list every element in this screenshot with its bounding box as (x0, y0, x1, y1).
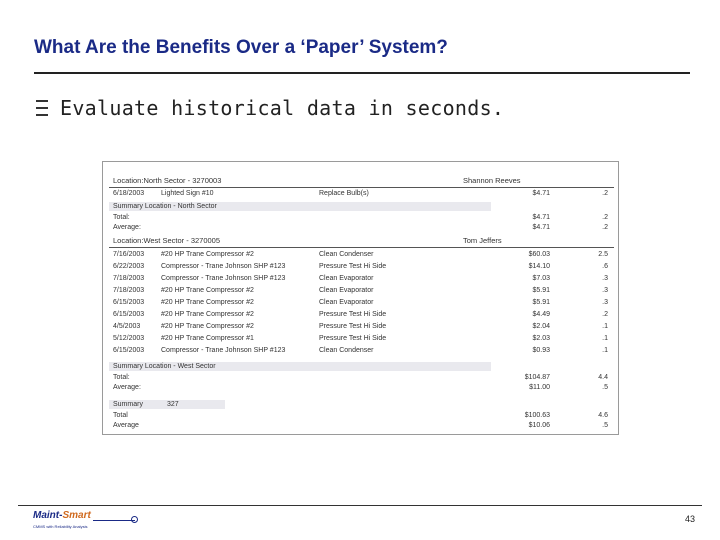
average-row (113, 421, 608, 431)
total-row (113, 213, 608, 223)
row-hours: .1 (602, 323, 608, 330)
total-label: Total: (113, 214, 130, 221)
row-cost: $4.49 (532, 311, 550, 318)
page-number: 43 (684, 514, 695, 524)
logo-part2: Smart (62, 510, 91, 521)
numbered-list-icon (36, 99, 48, 117)
row-task: Pressure Test Hi Side (319, 263, 387, 270)
table-row (113, 346, 608, 356)
table-row (113, 262, 608, 272)
row-task: Clean Condenser (319, 251, 374, 258)
row-hours: .2 (602, 311, 608, 318)
row-hours: .6 (602, 263, 608, 270)
average-hours: .5 (602, 422, 608, 429)
total-hours: .2 (602, 214, 608, 221)
table-row (113, 250, 608, 260)
row-hours: .3 (602, 275, 608, 282)
row-hours: 2.5 (598, 251, 608, 258)
row-cost: $0.93 (532, 347, 550, 354)
average-hours: .2 (602, 224, 608, 231)
row-task: Replace Bulb(s) (319, 190, 369, 197)
row-asset: #20 HP Trane Compressor #2 (161, 251, 254, 258)
average-label: Average: (113, 384, 141, 391)
table-row (113, 189, 608, 199)
technician-name: Tom Jeffers (463, 236, 502, 245)
technician-name: Shannon Reeves (463, 176, 521, 185)
maint-smart-logo (33, 508, 143, 536)
row-date: 6/15/2003 (113, 299, 145, 306)
location-header-north (109, 176, 614, 188)
row-cost: $5.91 (532, 287, 550, 294)
bullet-item (36, 96, 504, 120)
row-date: 5/12/2003 (113, 335, 145, 342)
row-date: 6/15/2003 (113, 347, 145, 354)
row-asset: #20 HP Trane Compressor #2 (161, 299, 254, 306)
total-hours: 4.4 (598, 374, 608, 381)
total-cost: $104.87 (524, 374, 550, 381)
location-header-west (109, 236, 614, 248)
row-hours: .2 (602, 190, 608, 197)
average-row (113, 223, 608, 233)
row-asset: #20 HP Trane Compressor #1 (161, 335, 254, 342)
bullet-text: Evaluate historical data in seconds. (60, 96, 505, 120)
row-date: 7/18/2003 (113, 287, 145, 294)
summary-label: Summary Location - West Sector (113, 363, 216, 370)
row-hours: .1 (602, 347, 608, 354)
table-row (113, 334, 608, 344)
logo-part1: Maint- (33, 510, 63, 521)
row-hours: .3 (602, 287, 608, 294)
location-name: Location:West Sector - 3270005 (113, 236, 221, 245)
summary-band-grand (109, 400, 225, 409)
row-task: Pressure Test Hi Side (319, 323, 387, 330)
total-cost: $4.71 (532, 214, 550, 221)
report-screenshot (102, 161, 619, 435)
average-row (113, 383, 608, 393)
row-task: Pressure Test Hi Side (319, 335, 387, 342)
row-date: 4/5/2003 (113, 323, 141, 330)
row-date: 6/22/2003 (113, 263, 145, 270)
row-asset: Lighted Sign #10 (161, 190, 214, 197)
row-task: Clean Evaporator (319, 299, 374, 306)
table-row (113, 286, 608, 296)
logo-wordmark (33, 510, 91, 521)
row-cost: $7.03 (532, 275, 550, 282)
total-hours: 4.6 (598, 412, 608, 419)
row-date: 6/18/2003 (113, 190, 145, 197)
summary-band-north (109, 202, 491, 211)
total-label: Total (113, 412, 128, 419)
row-cost: $2.04 (532, 323, 550, 330)
slide-title: What Are the Benefits Over a ‘Paper’ System? (34, 37, 448, 58)
total-row (113, 411, 608, 421)
row-date: 6/15/2003 (113, 311, 145, 318)
logo-tagline: CMMS with Reliability Analysis (33, 524, 88, 529)
average-cost: $10.06 (528, 422, 550, 429)
summary-label: Summary Location - North Sector (113, 203, 217, 210)
row-cost: $4.71 (532, 190, 550, 197)
average-label: Average: (113, 224, 141, 231)
row-task: Clean Evaporator (319, 275, 374, 282)
summary-count: 327 (167, 401, 179, 408)
table-row (113, 298, 608, 308)
row-cost: $5.91 (532, 299, 550, 306)
row-cost: $2.03 (532, 335, 550, 342)
row-asset: Compressor - Trane Johnson SHP #123 (161, 275, 286, 282)
table-row (113, 274, 608, 284)
row-cost: $60.03 (528, 251, 550, 258)
row-cost: $14.10 (528, 263, 550, 270)
row-task: Pressure Test Hi Side (319, 311, 387, 318)
row-asset: #20 HP Trane Compressor #2 (161, 323, 254, 330)
row-task: Clean Condenser (319, 347, 374, 354)
summary-band-west (109, 362, 491, 371)
row-task: Clean Evaporator (319, 287, 374, 294)
average-cost: $11.00 (529, 384, 550, 391)
row-date: 7/18/2003 (113, 275, 145, 282)
row-asset: #20 HP Trane Compressor #2 (161, 287, 254, 294)
row-asset: #20 HP Trane Compressor #2 (161, 311, 254, 318)
summary-label: Summary (113, 401, 143, 408)
average-label: Average (113, 422, 139, 429)
footer-rule (18, 505, 702, 506)
average-cost: $4.71 (532, 224, 550, 231)
title-underline (34, 72, 690, 74)
average-hours: .5 (602, 384, 608, 391)
row-date: 7/16/2003 (113, 251, 145, 258)
table-row (113, 322, 608, 332)
logo-circle-icon (131, 516, 138, 523)
total-row (113, 373, 608, 383)
row-hours: .3 (602, 299, 608, 306)
table-row (113, 310, 608, 320)
row-hours: .1 (602, 335, 608, 342)
total-label: Total: (113, 374, 130, 381)
logo-line (93, 520, 135, 521)
row-asset: Compressor - Trane Johnson SHP #123 (161, 347, 286, 354)
total-cost: $100.63 (524, 412, 550, 419)
location-name: Location:North Sector - 3270003 (113, 176, 222, 185)
row-asset: Compressor - Trane Johnson SHP #123 (161, 263, 286, 270)
